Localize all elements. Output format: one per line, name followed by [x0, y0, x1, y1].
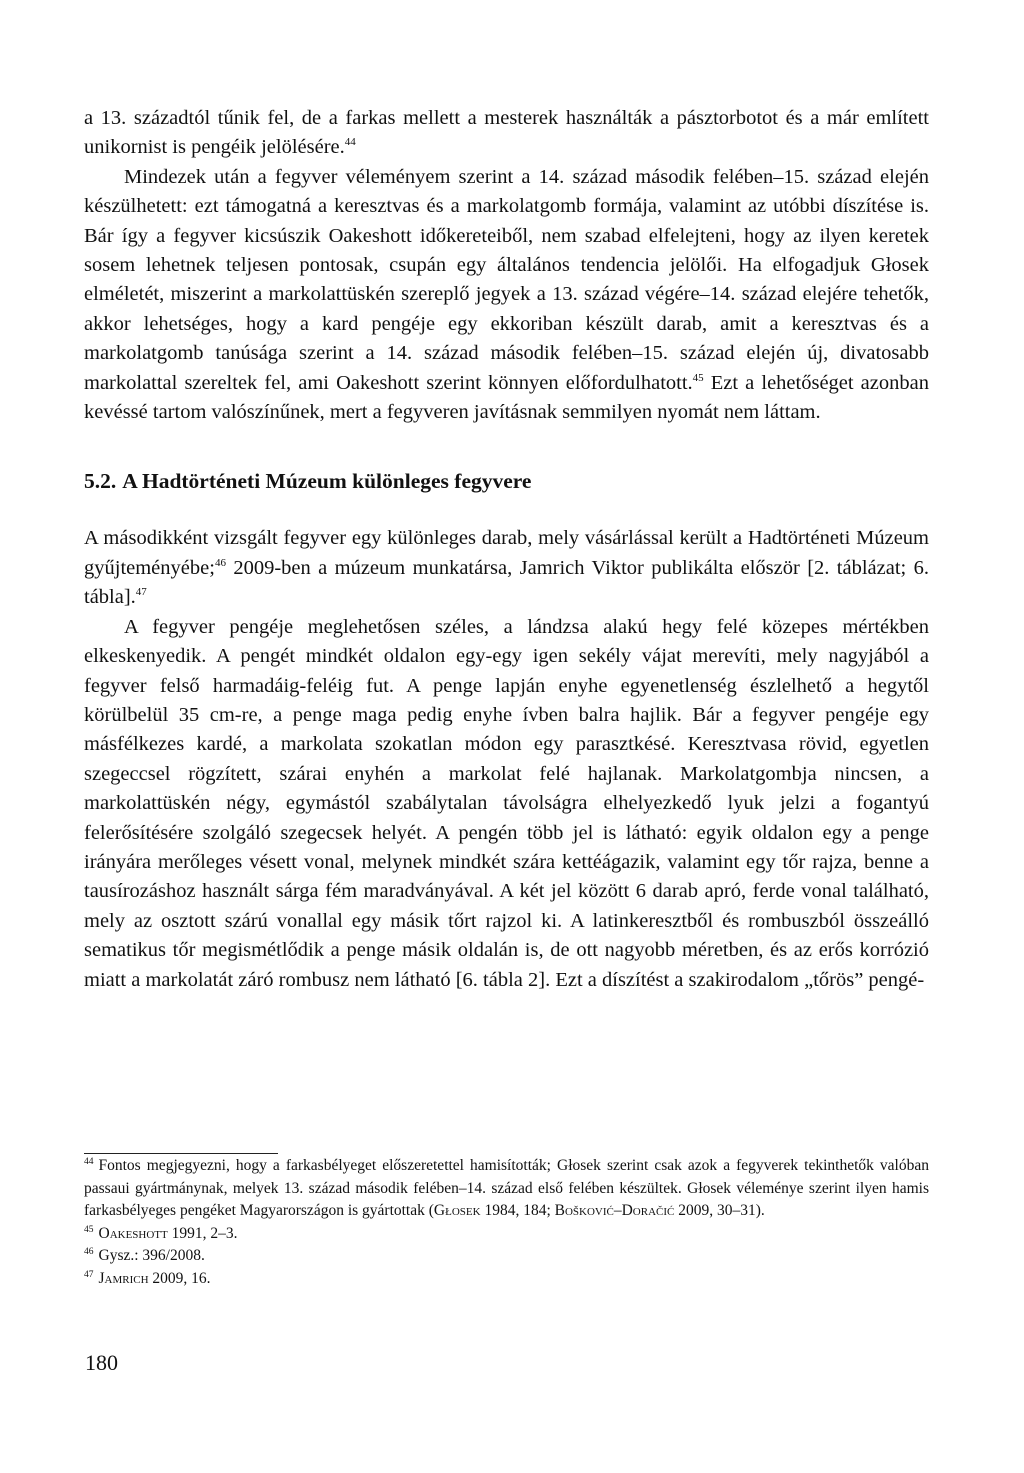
citation-author: Oakeshott [98, 1224, 168, 1242]
page-number: 180 [85, 1350, 118, 1375]
footnote [84, 1223, 929, 1246]
paragraph-text: Ezt a lehetőséget azonban kevéssé tartom valószínűnek, mert a fegyveren javításnak semmilyen nyomát nem láttam. [84, 371, 929, 424]
paragraph [84, 613, 929, 995]
footnote-text: 2009, 16. [148, 1269, 211, 1287]
footnote-mark: 44 [84, 1157, 94, 1167]
citation-author: Głosek [433, 1202, 481, 1220]
footnote [84, 1155, 929, 1223]
footnote-text: 1984, 184; [480, 1202, 555, 1220]
footnote-mark: 47 [84, 1269, 94, 1280]
paragraph-text: a 13. századtól tűnik fel, de a farkas mellett a mesterek használták a pásztorbotot és a már említett unikornist is pengéik jelölésére. [84, 107, 929, 159]
footnote-text: Fontos megjegyezni, hogy a farkasbélyeget előszeretettel hamisították; Głosek szerint csak azok a [98, 1157, 731, 1174]
footnote-reference[interactable]: 44 [344, 136, 356, 149]
page-body [84, 104, 929, 995]
footnote-reference[interactable]: 45 [692, 371, 704, 384]
section-heading [84, 469, 929, 494]
footnote-mark: 45 [84, 1224, 94, 1235]
paragraph-text: 2009-ben a múzeum munkatársa, Jamrich Viktor publikálta először [2. táblázat; 6. tábla]. [84, 556, 929, 609]
paragraph-text: A fegyver pengéje meglehetősen széles, a lándzsa alakú hegy felé közepes mértékben elkeskenyedik. A pengét mindkét oldalon egy-egy igen sekély vájat merevíti, mely nagyjából a fegyver felső harmadáig-feléig fut. A penge lapján enyhe egyenetlenség észlelhető a hegytől körülbelül 35 cm-re, a penge maga pedig enyhe ívben balra hajlik. Bár a fegyver pengéje egy másfélkezes kardé, a markolata szokatlan módon egy parasztkésé. Keresztvasa rövid, egyetlen szegeccsel rögzített, szárai enyhén a markolat felé hajlanak. Markolatgombja nincsen, a markolattüskén négy, egymástól szabálytalan távolságra elhelyezkedő lyuk jelzi a fogantyú felerősítésére szolgáló szegecsek helyét. A pengén több jel is látható: egyik oldalon egy a penge irányára merőleges vésett vonal, melynek mindkét szára kettéágazik, valamint egy tőr rajza, benne a tausírozáshoz használt sárga fém maradványával. A két jel között 6 darab apró, ferde vonal található, mely az osztott szárú vonallal egy másik tőrt rajzol ki. A latinkeresztből és rombuszból összeálló sematikus tőr megismétlődik a penge másik oldalán is, de ott nagyobb méretben, és az erős korrózió miatt a markolatát záró rombusz nem látható [6. tábla 2]. Ezt a díszítést a szakirodalom „tőrös” pengé- [84, 615, 929, 991]
paragraph [84, 524, 929, 612]
paragraph [84, 163, 929, 428]
footnotes [84, 1155, 929, 1291]
citation-author: Bošković–Doračić [554, 1202, 675, 1220]
section-number: 5.2. [84, 469, 117, 494]
footnote-reference[interactable]: 47 [135, 586, 147, 599]
footnote-text: Gysz.: 396/2008. [98, 1247, 205, 1265]
footnote-text: fegyverek tekinthetők valóban passaui gyártmánynak, melyek 13. század második felében–14. század első felében készültek. Głosek véleménye szerint ilyen hamis farkasbélyeges pengéket Magyarországon is gyártottak ( [84, 1157, 929, 1220]
footnote-reference[interactable]: 46 [214, 556, 226, 569]
footnote [84, 1268, 929, 1291]
paragraph-text: A másodikként vizsgált fegyver egy különleges darab, mely vásárlással került a Hadtörténeti Múzeum gyűjteményébe; [84, 527, 929, 579]
section-title: A Hadtörténeti Múzeum különleges fegyvere [122, 469, 532, 494]
paragraph [84, 104, 929, 163]
footnote-text: 2009, 30–31). [674, 1202, 765, 1220]
footnote-separator [84, 1153, 278, 1154]
paragraph-text: Mindezek után a fegyver véleményem szerint a 14. század második felében–15. század elején készülhetett: ezt támogatná a keresztvas és a markolatgomb formája, valamint az utóbbi díszítése is. Bár így a fegyver kicsúszik Oakeshott időkereteiből, nem szabad elfelejteni, hogy az ilyen keretek sosem lehetnek teljesen pontosak, csupán egy általános tendencia jelölői. Ha elfogadjuk Głosek elméletét, miszerint a markolattüskén szereplő jegyek a 13. század végére–14. század elejére tehetők, akkor lehetséges, hogy a kard pengéje egy ekkoriban készült darab, amit a keresztvas és a markolatgomb tanúsága szerint a 14. század második felében–15. század elején új, divatosabb markolattal szereltek fel, ami Oakeshott szerint könnyen előfordulhatott. [84, 165, 929, 394]
footnote-mark: 46 [84, 1247, 94, 1258]
footnote [84, 1245, 929, 1268]
footnote-text: 1991, 2–3. [167, 1224, 238, 1242]
citation-author: Jamrich [98, 1269, 149, 1287]
